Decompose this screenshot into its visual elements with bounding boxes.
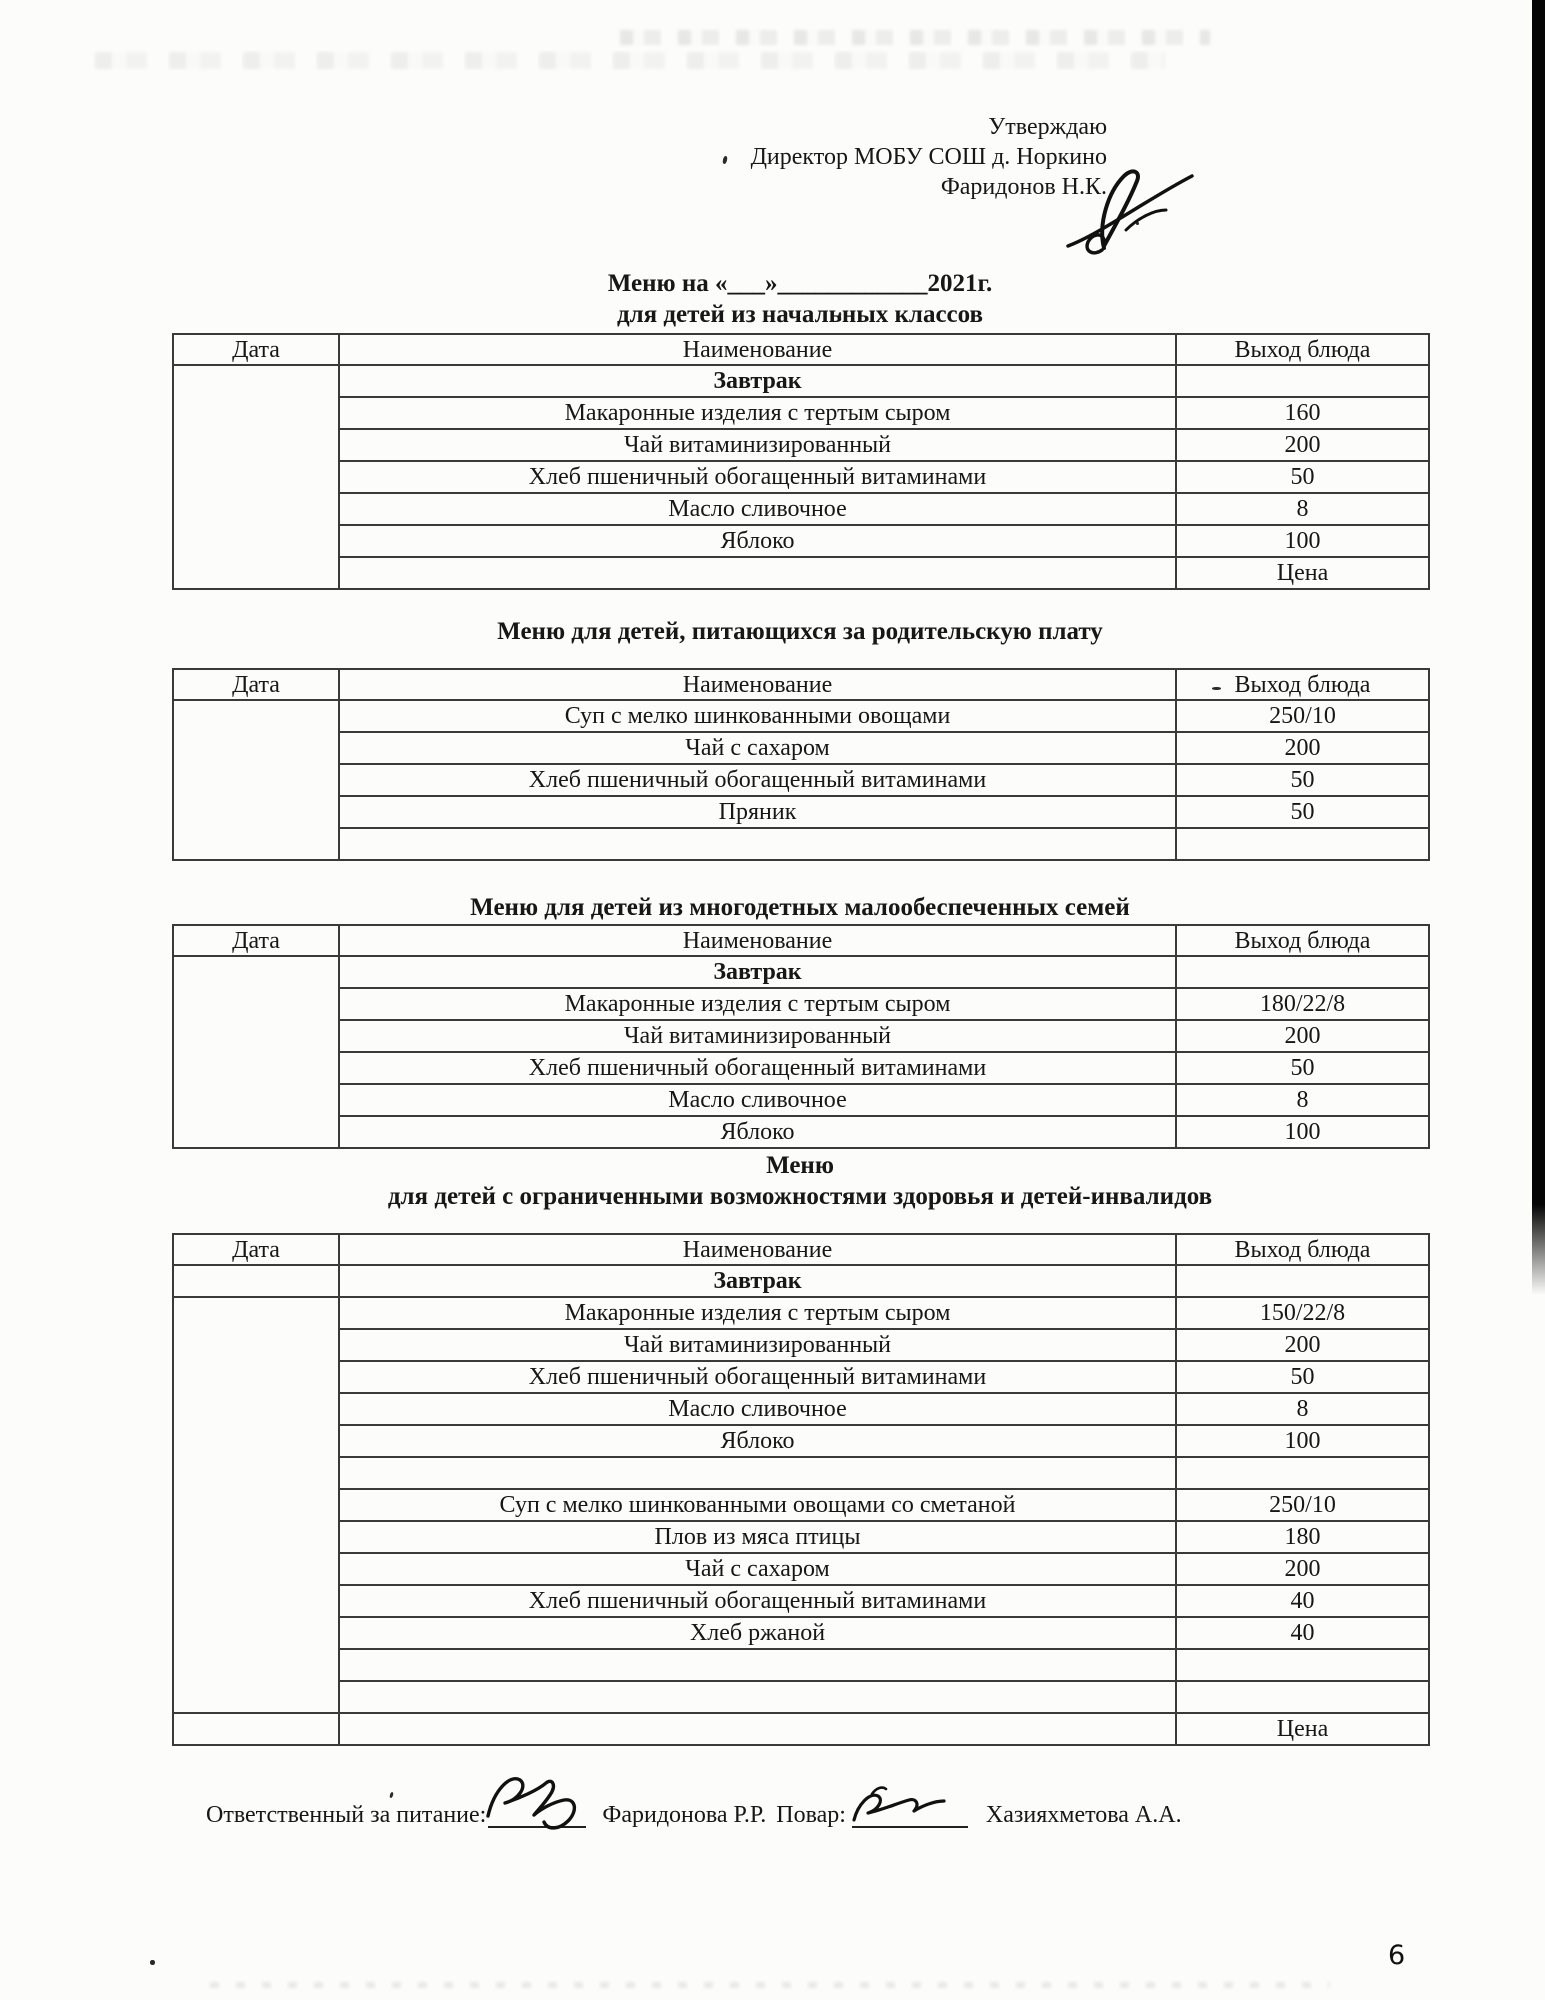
column-header-output: Выход блюда xyxy=(1176,669,1429,700)
table-row xyxy=(173,700,1429,732)
dish-output-cell xyxy=(1176,1681,1429,1713)
dish-name-cell: Масло сливочное xyxy=(339,493,1176,525)
dish-output-cell: 100 xyxy=(1176,1116,1429,1148)
column-header-output: Выход блюда xyxy=(1176,334,1429,365)
table-row xyxy=(173,1713,1429,1745)
scan-noise-band xyxy=(620,30,1210,45)
dish-output-cell: 180/22/8 xyxy=(1176,988,1429,1020)
dish-name-cell: Хлеб пшеничный обогащенный витаминами xyxy=(339,461,1176,493)
dish-name-cell: Пряник xyxy=(339,796,1176,828)
dish-output-cell xyxy=(1176,1649,1429,1681)
dish-output-cell: 8 xyxy=(1176,1084,1429,1116)
dish-output-cell: 250/10 xyxy=(1176,700,1429,732)
dish-output-cell xyxy=(1176,1457,1429,1489)
column-header-output: Выход блюда xyxy=(1176,1234,1429,1265)
column-header-date: Дата xyxy=(173,334,339,365)
section-title-disabilities xyxy=(172,1150,1428,1212)
dish-output-cell: 200 xyxy=(1176,429,1429,461)
dish-output-cell: 250/10 xyxy=(1176,1489,1429,1521)
page-number: 6 xyxy=(1388,1940,1406,1971)
menu-table-disabilities xyxy=(172,1233,1430,1746)
dish-output-cell: 8 xyxy=(1176,493,1429,525)
column-header-dish: Наименование xyxy=(339,669,1176,700)
responsible-signature-mark xyxy=(478,1768,588,1834)
responsible-name: Фаридонова Р.Р. xyxy=(602,1802,767,1828)
scan-artifact-stripe xyxy=(1532,0,1545,1295)
cook-signature-mark xyxy=(842,1782,962,1834)
dish-output-cell: 160 xyxy=(1176,397,1429,429)
dish-name-cell: Завтрак xyxy=(339,365,1176,397)
dish-name-cell: Чай с сахаром xyxy=(339,1553,1176,1585)
dish-name-cell xyxy=(339,828,1176,860)
date-cell xyxy=(173,1265,339,1297)
dish-name-cell: Хлеб пшеничный обогащенный витаминами xyxy=(339,1052,1176,1084)
dish-name-cell: Хлеб пшеничный обогащенный витаминами xyxy=(339,764,1176,796)
dish-name-cell xyxy=(339,1681,1176,1713)
table-row xyxy=(173,1329,1429,1361)
table-row xyxy=(173,1617,1429,1649)
scan-speck xyxy=(722,156,728,165)
column-header-date: Дата xyxy=(173,925,339,956)
scan-speck xyxy=(150,1960,155,1965)
dish-output-cell: 200 xyxy=(1176,1329,1429,1361)
responsible-label: Ответственный за питание: xyxy=(206,1802,487,1828)
dish-name-cell: Суп с мелко шинкованными овощами со сметаной xyxy=(339,1489,1176,1521)
section-title-text: Меню для детей, питающихся за родительскую плату xyxy=(497,618,1103,645)
table-row xyxy=(173,525,1429,557)
doc-title-line-1: Меню на «___»____________2021г. xyxy=(607,270,993,297)
dish-output-cell: 50 xyxy=(1176,461,1429,493)
dish-output-cell xyxy=(1176,365,1429,397)
table-row xyxy=(173,1649,1429,1681)
dish-name-cell: Завтрак xyxy=(339,956,1176,988)
table-row xyxy=(173,1489,1429,1521)
section-title-text: Меню для детей из многодетных малообеспеченных семей xyxy=(470,894,1130,921)
dish-name-cell: Хлеб пшеничный обогащенный витаминами xyxy=(339,1361,1176,1393)
cook-name: Хазияхметова А.А. xyxy=(985,1802,1182,1828)
column-header-dish: Наименование xyxy=(339,1234,1176,1265)
dish-name-cell: Яблоко xyxy=(339,1425,1176,1457)
table-row xyxy=(173,1393,1429,1425)
dish-output-cell xyxy=(1176,828,1429,860)
date-cell xyxy=(173,1713,339,1745)
dish-output-cell: 40 xyxy=(1176,1585,1429,1617)
doc-title-line-2: для детей из начальных классов xyxy=(616,301,984,328)
date-cell xyxy=(173,1297,339,1713)
cook-signature-line xyxy=(852,1802,968,1828)
table-row xyxy=(173,764,1429,796)
dish-name-cell: Хлеб пшеничный обогащенный витаминами xyxy=(339,1585,1176,1617)
dish-name-cell: Яблоко xyxy=(339,1116,1176,1148)
dish-output-cell: 200 xyxy=(1176,1020,1429,1052)
table-row xyxy=(173,1052,1429,1084)
section-title-large-families xyxy=(172,892,1428,923)
dish-output-cell: 180 xyxy=(1176,1521,1429,1553)
table-row xyxy=(173,365,1429,397)
dish-output-cell: 50 xyxy=(1176,1052,1429,1084)
date-cell xyxy=(173,700,339,860)
table-row xyxy=(173,1585,1429,1617)
table-row xyxy=(173,557,1429,589)
dish-name-cell xyxy=(339,557,1176,589)
scan-noise-band xyxy=(210,1982,1330,1988)
dish-output-cell xyxy=(1176,956,1429,988)
scan-speck xyxy=(389,1792,394,1799)
footer-signatures xyxy=(206,1802,1182,1830)
table-row xyxy=(173,1297,1429,1329)
director-signature-mark xyxy=(1042,166,1212,256)
dish-output-cell: 50 xyxy=(1176,796,1429,828)
menu-table-large-families xyxy=(172,924,1430,1149)
dish-name-cell: Чай витаминизированный xyxy=(339,1020,1176,1052)
table-row xyxy=(173,732,1429,764)
dish-output-cell xyxy=(1176,1265,1429,1297)
dish-output-cell: 40 xyxy=(1176,1617,1429,1649)
dish-output-cell: 100 xyxy=(1176,525,1429,557)
dish-output-cell: 50 xyxy=(1176,764,1429,796)
dish-name-cell: Суп с мелко шинкованными овощами xyxy=(339,700,1176,732)
table-row xyxy=(173,1116,1429,1148)
table-row xyxy=(173,1681,1429,1713)
dish-output-cell: 200 xyxy=(1176,732,1429,764)
table-row xyxy=(173,1084,1429,1116)
table-row xyxy=(173,461,1429,493)
table-row xyxy=(173,1553,1429,1585)
dish-output-cell: 100 xyxy=(1176,1425,1429,1457)
column-header-date: Дата xyxy=(173,669,339,700)
section-title-parental-fee xyxy=(172,616,1428,647)
dish-name-cell: Макаронные изделия с тертым сыром xyxy=(339,988,1176,1020)
table-row xyxy=(173,493,1429,525)
dish-name-cell: Завтрак xyxy=(339,1265,1176,1297)
table-row xyxy=(173,1457,1429,1489)
table-row xyxy=(173,1361,1429,1393)
table-row xyxy=(173,1265,1429,1297)
responsible-signature-line xyxy=(488,1802,586,1828)
dish-name-cell: Чай витаминизированный xyxy=(339,1329,1176,1361)
table-row xyxy=(173,429,1429,461)
table-row xyxy=(173,796,1429,828)
table-row xyxy=(173,988,1429,1020)
table-header-row xyxy=(173,925,1429,956)
section-title-text: для детей с ограниченными возможностями здоровья и детей-инвалидов xyxy=(387,1183,1213,1210)
table-row xyxy=(173,1521,1429,1553)
menu-table-primary-classes xyxy=(172,333,1430,590)
column-header-date: Дата xyxy=(173,1234,339,1265)
dish-name-cell xyxy=(339,1649,1176,1681)
dish-name-cell: Плов из мяса птицы xyxy=(339,1521,1176,1553)
date-cell xyxy=(173,365,339,589)
cook-label: Повар: xyxy=(776,1802,846,1828)
dish-name-cell: Чай витаминизированный xyxy=(339,429,1176,461)
dish-name-cell: Чай с сахаром xyxy=(339,732,1176,764)
approval-line-2: Директор МОБУ СОШ д. Норкино xyxy=(750,144,1107,170)
table-row xyxy=(173,828,1429,860)
dish-output-cell: 50 xyxy=(1176,1361,1429,1393)
dish-output-cell: 150/22/8 xyxy=(1176,1297,1429,1329)
dish-name-cell: Макаронные изделия с тертым сыром xyxy=(339,1297,1176,1329)
column-header-output: Выход блюда xyxy=(1176,925,1429,956)
table-row xyxy=(173,1020,1429,1052)
dish-name-cell: Хлеб ржаной xyxy=(339,1617,1176,1649)
approval-line-3: Фаридонов Н.К. xyxy=(940,174,1107,200)
section-title-text: Меню xyxy=(766,1152,834,1179)
doc-title xyxy=(172,268,1428,330)
column-header-dish: Наименование xyxy=(339,925,1176,956)
dish-name-cell: Яблоко xyxy=(339,525,1176,557)
table-row xyxy=(173,397,1429,429)
table-header-row xyxy=(173,334,1429,365)
date-cell xyxy=(173,956,339,1148)
table-row xyxy=(173,956,1429,988)
dish-name-cell: Масло сливочное xyxy=(339,1084,1176,1116)
dish-output-cell: 200 xyxy=(1176,1553,1429,1585)
table-header-row xyxy=(173,669,1429,700)
dish-output-cell: Цена xyxy=(1176,1713,1429,1745)
table-row xyxy=(173,1425,1429,1457)
dish-name-cell xyxy=(339,1457,1176,1489)
column-header-dish: Наименование xyxy=(339,334,1176,365)
dish-name-cell: Макаронные изделия с тертым сыром xyxy=(339,397,1176,429)
dish-output-cell: Цена xyxy=(1176,557,1429,589)
table-header-row xyxy=(173,1234,1429,1265)
dish-name-cell xyxy=(339,1713,1176,1745)
menu-table-parental-fee xyxy=(172,668,1430,861)
approval-line-1: Утверждаю xyxy=(988,114,1107,140)
dish-output-cell: 8 xyxy=(1176,1393,1429,1425)
scan-noise-band xyxy=(95,52,1165,69)
dish-name-cell: Масло сливочное xyxy=(339,1393,1176,1425)
